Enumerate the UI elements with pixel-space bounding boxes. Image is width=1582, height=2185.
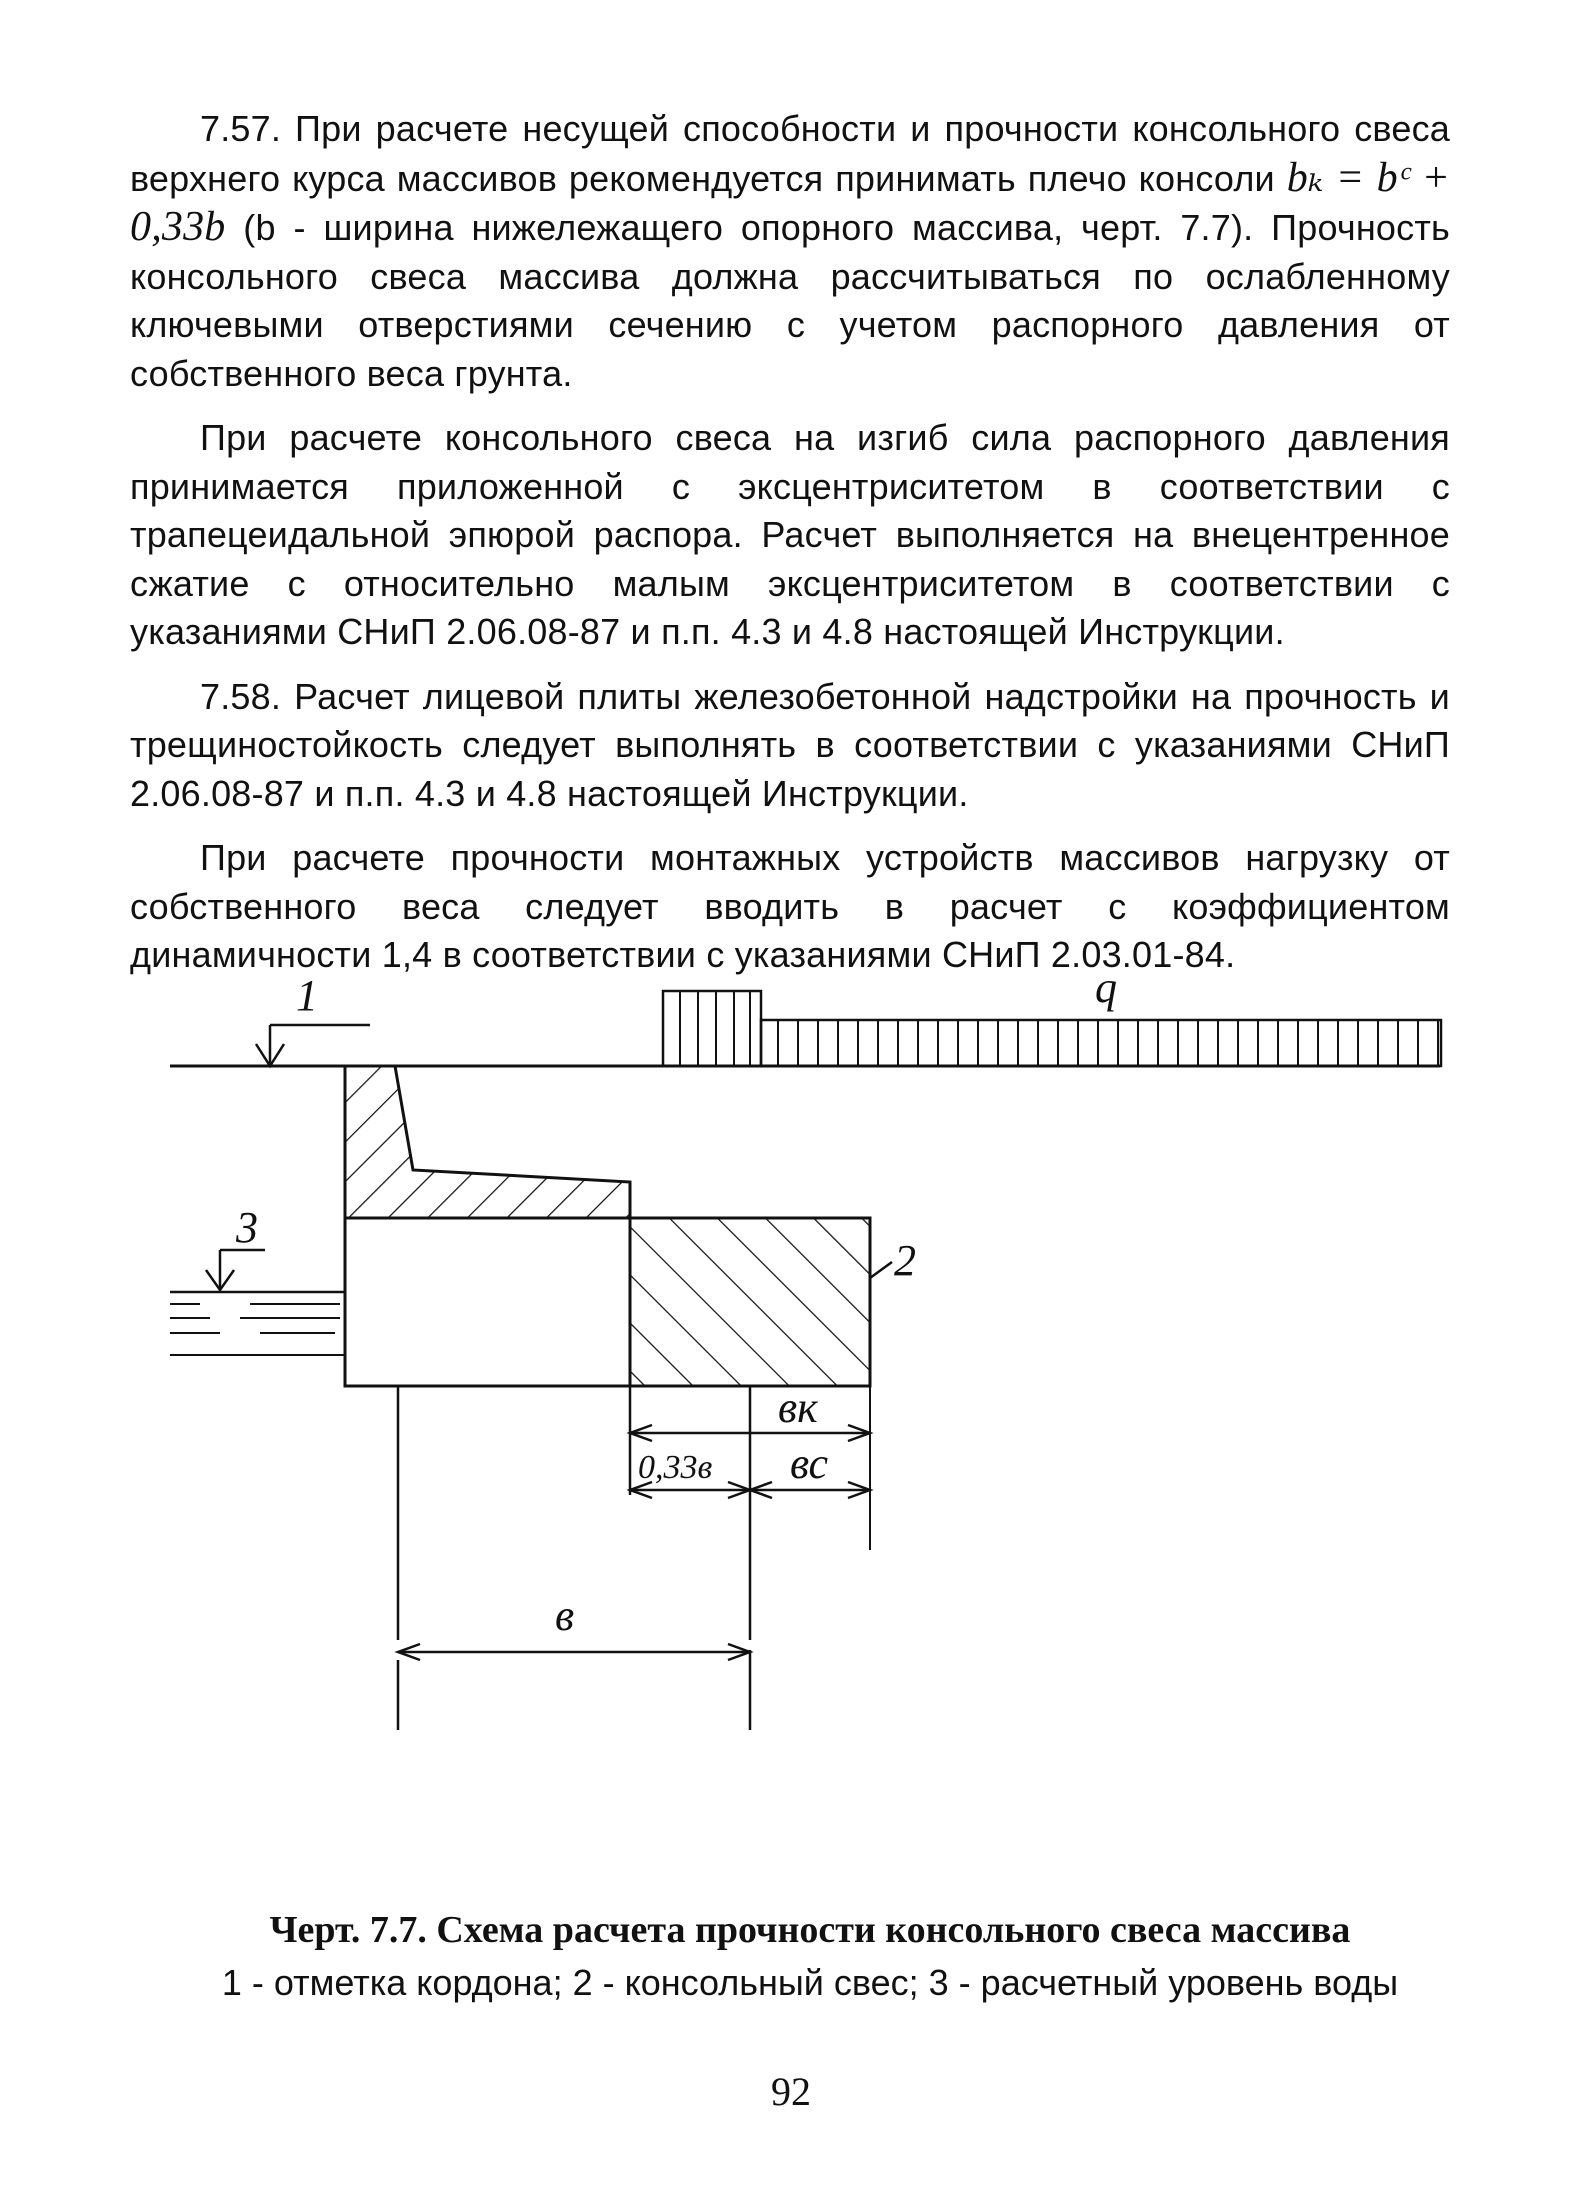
dim-b-label: в	[555, 1591, 575, 1640]
body-text	[130, 105, 1450, 996]
water-level	[170, 1203, 345, 1355]
cantilever-overhang	[630, 1218, 870, 1386]
mark-1-label: 1	[296, 971, 318, 1020]
dim-bk-label: вк	[778, 1383, 818, 1432]
paragraph-eccentric: При расчете консольного свеса на изгиб сила распорного давления принимается приложенной с эксцентриситетом в соответствии с трапецеидальной эпюрой распора. Расчет выполняется на внецентренное сжатие с относительно малым эксцентриситетом в соответствии с указаниями СНиП 2.06.08-87 и п.п. 4.3 и 4.8 настоящей Инструкции.	[130, 417, 1450, 652]
mark-2-label: 2	[894, 1236, 916, 1285]
superstructure-wall	[345, 1066, 630, 1218]
figure-caption-title: Черт. 7.7. Схема расчета прочности консольного свеса массива	[269, 1909, 1351, 1951]
upper-massif	[345, 1218, 630, 1386]
paragraph-7-58: 7.58. Расчет лицевой плиты железобетонной надстройки на прочность и трещиностойкость следует выполнять в соответствии с указаниями СНиП 2.06.08-87 и п.п. 4.3 и 4.8 настоящей Инструкции.	[130, 675, 1450, 814]
paragraph-7-57-cont: (b - ширина нижележащего опорного массива, черт. 7.7). Прочность консольного свеса массива должна рассчитываться по ослабленному ключевыми отверстиями сечению с учетом распорного давления от собственного веса грунта.	[130, 207, 1450, 394]
dim-bc-label: вс	[790, 1439, 829, 1488]
formula-bk: bₖ = bᶜ + 0,33b	[130, 154, 1451, 250]
figure-7-7	[170, 960, 1450, 1880]
paragraph-mounting: При расчете прочности монтажных устройств массивов нагрузку от собственного веса следует вводить в расчет с коэффициентом динамичности 1,4 в соответствии с указаниями СНиП 2.03.01-84.	[130, 837, 1450, 975]
load-q-label: q	[1095, 963, 1117, 1012]
dim-033b-label: 0,33в	[638, 1449, 713, 1486]
mark-2-leader	[870, 1262, 892, 1278]
mark-3-label: 3	[236, 1203, 258, 1252]
paragraph-7-57-text: 7.57. При расчете несущей способности и прочности консольного свеса верхнего курса массивов рекомендуется принимать плечо консоли	[130, 108, 1450, 199]
paragraph-7-57	[130, 105, 1450, 398]
mark-1-leader	[256, 971, 370, 1066]
surcharge-load	[663, 963, 1441, 1066]
figure-caption-legend: 1 - отметка кордона; 2 - консольный свес; 3 - расчетный уровень воды	[221, 1962, 1399, 2003]
dimension-b	[398, 1591, 750, 1660]
figure-drawing	[170, 960, 1450, 1880]
page-number: 92	[771, 2069, 811, 2114]
